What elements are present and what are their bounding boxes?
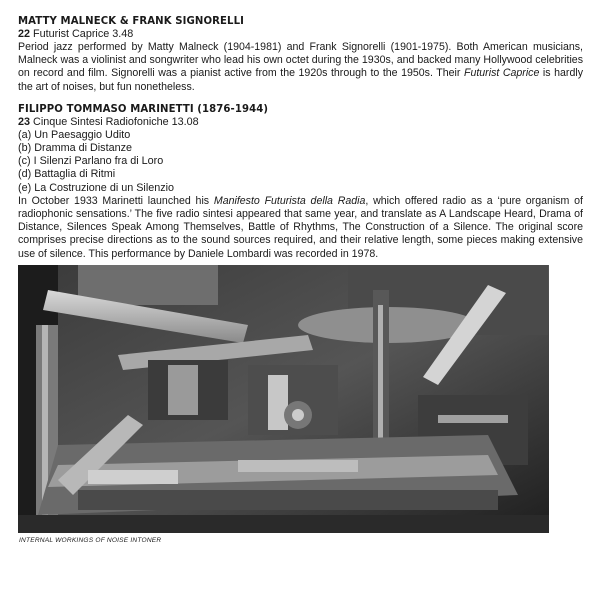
track-23-description — [18, 195, 583, 261]
list-item: (c) I Silenzi Parlano fra di Loro — [18, 155, 164, 168]
track-number: 22 — [18, 28, 31, 40]
description-emphasis: Futurist Caprice — [463, 67, 540, 80]
description-emphasis: Manifesto Futurista della Radia — [213, 194, 366, 207]
track-title: Futurist Caprice 3.48 — [33, 28, 134, 40]
photo-illustration — [18, 265, 549, 533]
list-item: (d) Battaglia di Ritmi — [18, 168, 116, 181]
list-item: (e) La Costruzione di un Silenzio — [18, 181, 175, 194]
list-item: (a) Un Paesaggio Udito — [18, 128, 131, 141]
description-text-end: is hardly the art of noises, but fun nonetheless. — [18, 67, 583, 93]
track-22-description — [18, 41, 583, 94]
track-title: Cinque Sintesi Radiofoniche 13.08 — [33, 115, 199, 128]
movement-list — [18, 129, 583, 195]
list-item: (b) Dramma di Distanze — [18, 142, 132, 155]
track-23-line — [18, 116, 583, 129]
track-number: 23 — [18, 115, 31, 128]
photo-caption: INTERNAL WORKINGS OF NOISE INTONER — [19, 537, 162, 544]
page-content — [18, 14, 583, 261]
noise-intoner-photo — [18, 265, 549, 533]
section-heading-malneck-signorelli: MATTY MALNECK & FRANK SIGNORELLI — [18, 14, 245, 27]
track-22-line — [18, 28, 583, 41]
description-text: In October 1933 Marinetti launched his — [18, 194, 214, 207]
description-text: Period jazz performed by Matty Malneck (1904-1981) and Frank Signorelli (1901-1975). Both American musicians, Malneck was a violinist and songwriter who lead his own octet during the 1930s, and backed many Hollywood celebrities on record and film. Signorelli was a pianist active from the 1920s through to the 1950s. Their — [18, 41, 583, 80]
section-heading-marinetti: FILIPPO TOMMASO MARINETTI (1876-1944) — [18, 101, 269, 115]
description-text-end: , which offered radio as a ‘pure organism of radiophonic sensations.’ The five radio sintesi appeared that same year, and translate as A Landscape Heard, Drama of Distance, Silences Speak Among Themselves, Battle of Rhythms, The Construction of a Silence. The original score comprises precise directions as to the sound sources required, and their relative length, some pieces making extensive use of silence. This performance by Daniele Lombardi was recorded in 1978. — [18, 194, 583, 260]
